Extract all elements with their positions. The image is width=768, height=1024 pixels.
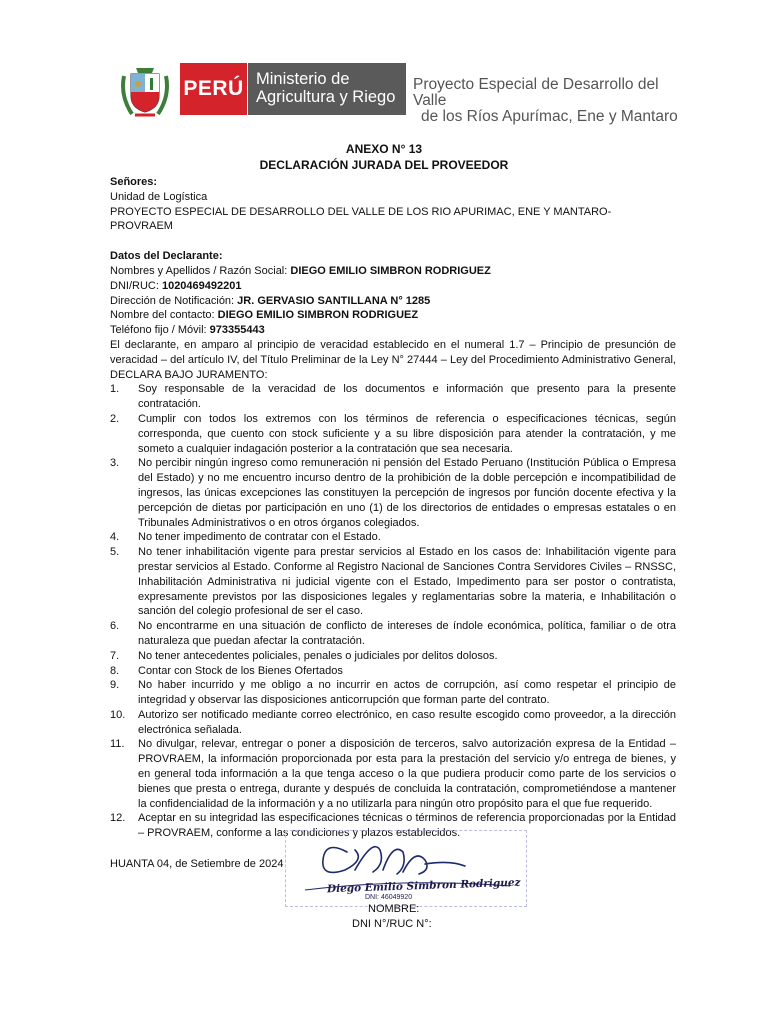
list-item [110, 412, 676, 456]
declarant-contact-label: Nombre del contacto: [110, 309, 218, 322]
addressee-unit: Unidad de Logística [110, 190, 208, 203]
list-item-number: 7. [110, 649, 120, 662]
list-item-text: No tener impedimento de contratar con el Estado. [138, 531, 381, 544]
intro-paragraph: El declarante, en amparo al principio de veracidad establecido en el numeral 1.7 – Principio de presunción de veracidad – del artículo IV, del Título Preliminar de la Ley N° 27444 – Ley del Procedimiento Administrativo General, DECLARA BAJO JURAMENTO: [110, 338, 676, 381]
declarant-name-row [110, 264, 676, 279]
declarant-dni-value: 1020469492201 [161, 279, 242, 292]
list-item-text: No divulgar, relevar, entregar o poner a disposición de terceros, salvo autorización expresa de la Entidad – PROVRAEM, la información proporcionada por esta para la prestación del servicio y/o entrega de bienes, y en general toda información a la que tenga acceso o la que pudiera producir como parte de los servicios o bienes que presta o entrega, durante y después de concluida la contratación, comprometiéndose a mantener la confidencialidad de la información y a no utilizarla para ningún otro propósito para el que fue requerido. [138, 738, 676, 810]
declarant-dni-label: DNI/RUC: [110, 279, 162, 292]
declarant-name-label: Nombres y Apellidos / Razón Social: [110, 264, 291, 277]
list-item [110, 737, 676, 811]
declaration-list [110, 382, 676, 841]
list-item [110, 678, 676, 708]
list-item [110, 456, 676, 530]
annex-number: ANEXO N° 13 [345, 142, 423, 156]
list-item [110, 708, 676, 738]
list-item-text: Autorizo ser notificado mediante correo electrónico, en caso resulte escogido como proveedor, a la dirección electrónica señalada. [138, 708, 676, 736]
list-item-text: Contar con Stock de los Bienes Ofertados [138, 664, 343, 677]
coat-of-arms-icon [118, 56, 172, 122]
list-item [110, 649, 676, 664]
list-item-number: 1. [110, 383, 120, 396]
declarant-address-label: Dirección de Notificación: [110, 294, 238, 307]
list-item [110, 545, 676, 619]
list-item [110, 530, 676, 545]
list-item-text: Cumplir con todos los extremos con los términos de referencia o especificaciones técnicas, según corresponda, que cuento con stock suficiente y a su libre disposición para atender la contratación, y me someto a cualquier indagación posterior a la contratación que sea necesaria. [138, 412, 676, 455]
list-item-text: Aceptar en su integridad las especificaciones técnicas o términos de referencia proporcionadas por la Entidad – PROVRAEM, conforme a las condiciones y plazos establecidos. [138, 812, 676, 840]
list-item-text: No percibir ningún ingreso como remuneración ni pensión del Estado Peruano (Institución Pública o Empresa del Estado) y no me encuentro incurso dentro de la prohibición de la doble percepción e incompatibilidad de ingresos, las únicas excepciones las constituyen la percepción de ingresos por función docente efectiva y la percepción de dietas por participación en uno (1) de los directorios de entidades o empresas estatales o en Tribunales Administrativos o en otros órganos colegiados. [138, 457, 676, 529]
list-item-number: 2. [110, 412, 120, 425]
project-line-2: de los Ríos Apurímac, Ene y Mantaro [421, 108, 678, 125]
list-item [110, 619, 676, 649]
place-and-date: HUANTA 04, de Setiembre de 2024 [110, 858, 284, 870]
document-body [110, 175, 676, 841]
list-item-text: Soy responsable de la veracidad de los documentos e información que presento para la presente contratación. [138, 383, 676, 411]
list-item-number: 8. [110, 664, 120, 677]
ministerio-logo [248, 63, 406, 115]
salutation: Señores: [110, 176, 158, 188]
document-header [110, 52, 690, 126]
list-item-text: No tener antecedentes policiales, penales o judiciales por delitos dolosos. [138, 649, 498, 662]
declarant-heading: Datos del Declarante: [110, 250, 223, 263]
declarant-phone-row [110, 323, 676, 338]
list-item-text: No encontrarme en una situación de conflicto de intereses de índole económica, política, familiar o de otra naturaleza que puedan afectar la contratación. [138, 620, 676, 647]
declarant-address-row [110, 294, 676, 309]
list-item-number: 12. [110, 812, 126, 825]
list-item [110, 664, 676, 679]
list-item-number: 5. [110, 546, 120, 559]
declarant-phone-value: 973355443 [209, 324, 265, 337]
list-item-number: 6. [110, 620, 120, 633]
list-item [110, 382, 676, 412]
declarant-contact-value: DIEGO EMILIO SIMBRON RODRIGUEZ [217, 309, 419, 322]
list-item-number: 9. [110, 679, 120, 692]
declarant-address-value: JR. GERVASIO SANTILLANA N° 1285 [237, 294, 431, 307]
list-item-text: No haber incurrido y me obligo a no incurrir en actos de corrupción, así como respetar el principio de integridad y observar las disposiciones anticorrupción que forman parte del contrato. [138, 679, 676, 707]
declaration-title: DECLARACIÓN JURADA DEL PROVEEDOR [259, 158, 509, 172]
list-item-number: 4. [110, 531, 120, 544]
ministerio-line-2: Agricultura y Riego [256, 88, 396, 106]
project-name [413, 77, 693, 125]
document-title [0, 141, 768, 173]
signature-printed-name: Diego Emilio Simbron Rodriguez [326, 876, 521, 896]
declarant-contact-row [110, 308, 676, 323]
dni-ruc-label: DNI N°/RUC N°: [352, 918, 432, 930]
peru-logo [180, 63, 247, 115]
declarant-phone-label: Teléfono fijo / Móvil: [110, 324, 210, 337]
list-item-number: 10. [110, 708, 126, 721]
signature-dni-stamp: DNI: 46049920 [365, 894, 413, 901]
project-line-1: Proyecto Especial de Desarrollo del Valle [413, 76, 659, 109]
list-item-number: 11. [110, 738, 125, 751]
ministerio-line-1: Ministerio de [256, 70, 350, 88]
list-item-number: 3. [110, 457, 120, 470]
declarant-dni-row [110, 279, 676, 294]
list-item-text: No tener inhabilitación vigente para prestar servicios al Estado en los casos de: Inhabilitación vigente para prestar servicios al Estado. Conforme al Registro Nacional de Sanciones Contra Servidores Civiles – RNSSC, Inhabilitación Administrativa ni judicial vigente con el Estado, Impedimento para ser postor o contratista, expresamente previstos por las disposiciones legales y reglamentarias sobre la materia, e Inhabilitación o sanción del colegio profesional de ser el caso. [138, 546, 676, 618]
addressee-project: PROYECTO ESPECIAL DE DESARROLLO DEL VALLE DE LOS RIO APURIMAC, ENE Y MANTARO- PROVRAEM [110, 205, 612, 233]
peru-logo-text: PERÚ [183, 77, 244, 100]
declarant-name-value: DIEGO EMILIO SIMBRON RODRIGUEZ [290, 264, 491, 277]
name-label: NOMBRE: [368, 903, 420, 915]
